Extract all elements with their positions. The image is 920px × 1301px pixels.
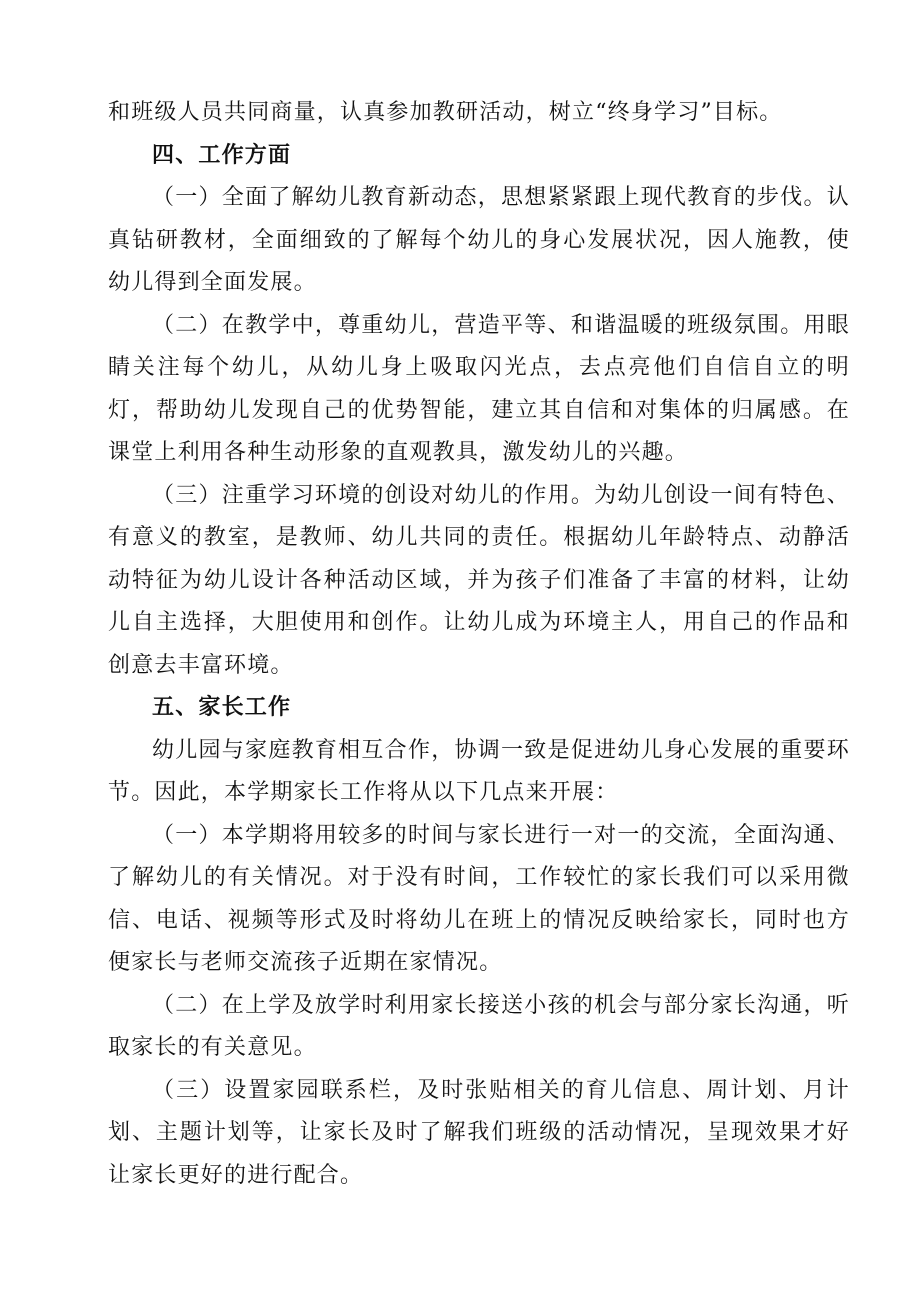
- paragraph-work-1: （一）全面了解幼儿教育新动态，思想紧紧跟上现代教育的步伐。认真钻研教材，全面细致的了解每个幼儿的身心发展状况，因人施教，使幼儿得到全面发展。: [108, 185, 850, 295]
- document-page: [108, 92, 850, 1197]
- paragraph-parents-1: （一）本学期将用较多的时间与家长进行一对一的交流，全面沟通、了解幼儿的有关情况。对于没有时间，工作较忙的家长我们可以采用微信、电话、视频等形式及时将幼儿在班上的情况反映给家长，同时也方便家长与老师交流孩子近期在家情况。: [108, 822, 850, 975]
- paragraph-work-2: （二）在教学中，尊重幼儿，营造平等、和谐温暖的班级氛围。用眼睛关注每个幼儿，从幼儿身上吸取闪光点，去点亮他们自信自立的明灯，帮助幼儿发现自己的优势智能，建立其自信和对集体的归属感。在课堂上利用各种生动形象的直观教具，激发幼儿的兴趣。: [108, 312, 850, 465]
- section-heading-parents: 五、家长工作: [152, 695, 292, 720]
- paragraph-parents-2: （二）在上学及放学时利用家长接送小孩的机会与部分家长沟通，听取家长的有关意见。: [108, 992, 850, 1060]
- paragraph-continuation: 和班级人员共同商量，认真参加教研活动，树立“终身学习”目标。: [108, 100, 783, 125]
- section-heading-work: 四、工作方面: [152, 142, 292, 168]
- paragraph-parents-intro: 幼儿园与家庭教育相互合作，协调一致是促进幼儿身心发展的重要环节。因此，本学期家长工作将从以下几点来开展：: [108, 737, 850, 805]
- paragraph-work-3: （三）注重学习环境的创设对幼儿的作用。为幼儿创设一间有特色、有意义的教室，是教师、幼儿共同的责任。根据幼儿年龄特点、动静活动特征为幼儿设计各种活动区域，并为孩子们准备了丰富的材料，让幼儿自主选择，大胆使用和创作。让幼儿成为环境主人，用自己的作品和创意去丰富环境。: [108, 482, 850, 678]
- paragraph-parents-3: （三）设置家园联系栏，及时张贴相关的育儿信息、周计划、月计划、主题计划等，让家长及时了解我们班级的活动情况，呈现效果才好让家长更好的进行配合。: [108, 1077, 850, 1188]
